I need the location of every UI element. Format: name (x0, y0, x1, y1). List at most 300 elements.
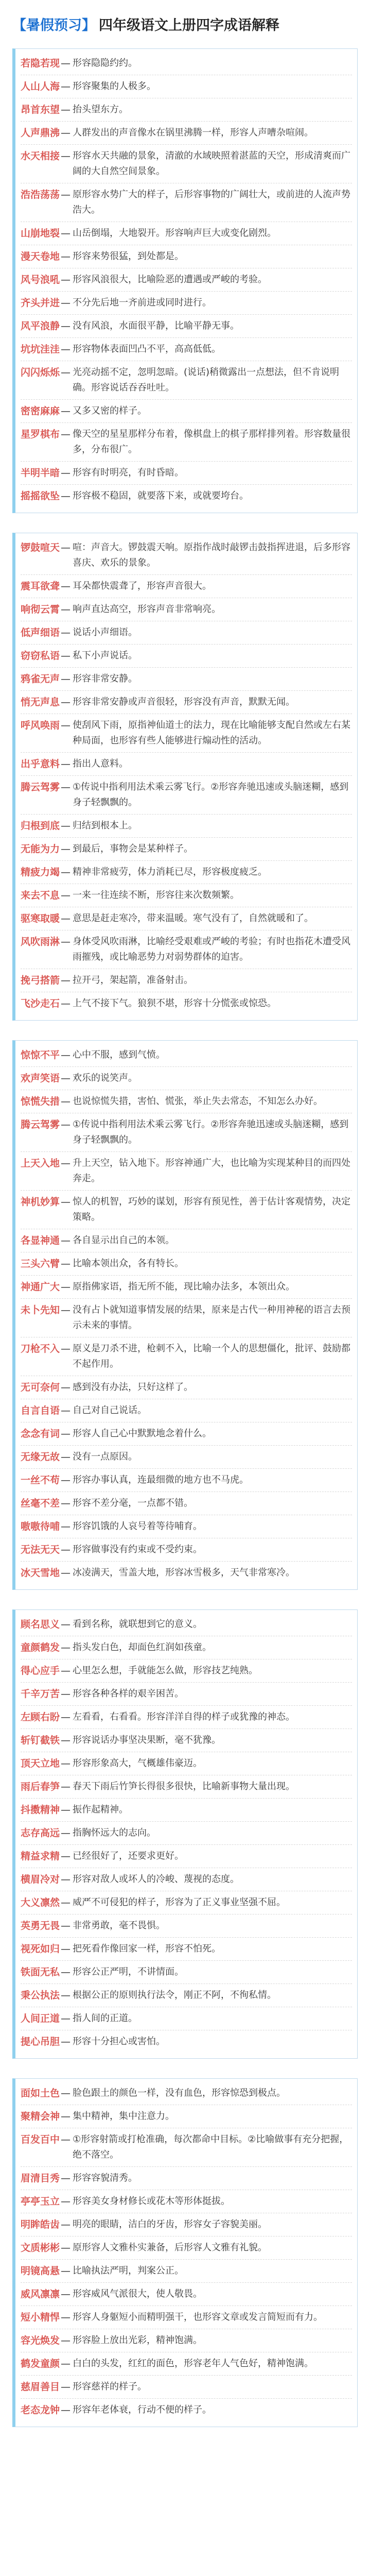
idiom-separator: — (61, 2312, 71, 2323)
idiom-separator: — (61, 467, 71, 479)
idiom-separator: — (61, 843, 71, 855)
idiom-separator: — (61, 1451, 71, 1463)
idiom-definition: 脸色跟土的颜色一样，没有血色，形容惊恐到极点。 (73, 2088, 286, 2098)
idiom-term: 半明半暗 (21, 467, 60, 479)
idiom-term: 密密麻麻 (21, 405, 60, 417)
idiom-separator: — (61, 2196, 71, 2207)
page (0, 10, 370, 2576)
idiom-definition: 指出人意料。 (73, 758, 129, 769)
idiom-definition: 私下小声说话。 (73, 650, 138, 661)
idiom-entry (21, 338, 352, 361)
idiom-entry (21, 907, 352, 930)
idiom-definition: 形容不差分毫，一点都不错。 (73, 1498, 193, 1509)
idiom-separator: — (61, 1688, 71, 1700)
idiom-definition: 形容形象高大，气概雄伟豪迈。 (73, 1758, 203, 1769)
idiom-definition: 看到名称，就联想到它的意义。 (73, 1619, 203, 1630)
idiom-definition: 形容各种各样的艰辛困苦。 (73, 1688, 184, 1699)
idiom-entry (21, 2105, 352, 2128)
idiom-entry (21, 1706, 352, 1729)
idiom-term: 腾云驾雾 (21, 782, 60, 793)
idiom-separator: — (61, 1235, 71, 1246)
idiom-term: 若隐若现 (21, 58, 60, 69)
idiom-definition: 形容脸上放出光彩，精神饱满。 (73, 2335, 203, 2346)
idiom-separator: — (61, 1343, 71, 1354)
idiom-separator: — (61, 1967, 71, 1978)
idiom-separator: — (61, 1642, 71, 1653)
idiom-entry (21, 1538, 352, 1562)
idiom-separator: — (61, 1544, 71, 1555)
idiom-definition: 冰凌满天，雪盖大地，形容冰雪极多，天气非常寒冷。 (73, 1567, 295, 1578)
idiom-entry (21, 2329, 352, 2352)
idiom-entry (21, 2128, 352, 2167)
idiom-definition: 像天空的星星那样分布着，像棋盘上的棋子那样排列着。形容数量很多，分布很广。 (73, 429, 351, 455)
idiom-definition: 没有一点原因。 (73, 1451, 138, 1462)
idiom-term: 英勇无畏 (21, 1920, 60, 1931)
idiom-term: 响彻云霄 (21, 604, 60, 615)
idiom-separator: — (61, 405, 71, 417)
idiom-entry (21, 861, 352, 884)
idiom-definition: 原指佛家语，指无所不能，现比喻办法多，本领出众。 (73, 1281, 295, 1292)
idiom-term: 老态龙钟 (21, 2404, 60, 2416)
idiom-separator: — (61, 58, 71, 69)
idiom-term: 呼风唤雨 (21, 720, 60, 731)
idiom-definition: 上气不接下气。狼狈不堪，形容十分慌张或惊恐。 (73, 998, 277, 1009)
idiom-term: 三头六臂 (21, 1258, 60, 1269)
idiom-definition: 惊人的机智，巧妙的谋划，形容有预见性，善于估计客观情势，决定策略。 (73, 1196, 351, 1223)
idiom-definition: 指人间的正道。 (73, 2013, 138, 2024)
title-text: 四年级语文上册四字成语解释 (99, 17, 279, 33)
idiom-separator: — (61, 1920, 71, 1931)
idiom-entry (21, 1845, 352, 1868)
idiom-entry (21, 2399, 352, 2421)
idiom-separator: — (61, 1073, 71, 1084)
idiom-definition: 形容极不稳固，就要落下来，或就要垮台。 (73, 490, 249, 501)
idiom-definition: 形容慈祥的样子。 (73, 2381, 147, 2392)
idiom-entry (21, 292, 352, 315)
idiom-entry (21, 668, 352, 691)
idiom-separator: — (61, 627, 71, 638)
idiom-entry (21, 1984, 352, 2007)
idiom-entry (21, 992, 352, 1015)
idiom-separator: — (61, 890, 71, 901)
idiom-term: 窃窃私语 (21, 650, 60, 662)
idiom-entry (21, 838, 352, 861)
idiom-separator: — (61, 2173, 71, 2184)
idiom-entry (21, 1191, 352, 1229)
idiom-separator: — (61, 673, 71, 685)
idiom-term: 人间正道 (21, 2013, 60, 2024)
idiom-term: 志存高远 (21, 1827, 60, 1839)
idiom-separator: — (61, 758, 71, 770)
idiom-definition: 形容办事认真，连最细微的地方也不马虎。 (73, 1475, 249, 1485)
idiom-term: 未卜先知 (21, 1304, 60, 1316)
idiom-term: 震耳欲聋 (21, 581, 60, 592)
idiom-definition: 感到没有办法，只好这样了。 (73, 1382, 193, 1393)
idiom-definition: 精神非常疲劳，体力消耗已尽，形容极度疲乏。 (73, 867, 268, 877)
idiom-separator: — (61, 1405, 71, 1416)
idiom-separator: — (61, 1735, 71, 1746)
idiom-definition: 形容人自己心中默默地念着什么。 (73, 1428, 212, 1439)
idiom-separator: — (61, 650, 71, 662)
idiom-separator: — (61, 1897, 71, 1908)
idiom-term: 冰天雪地 (21, 1567, 60, 1579)
idiom-separator: — (61, 2404, 71, 2416)
idiom-entry (21, 575, 352, 598)
idiom-separator: — (61, 1851, 71, 1862)
idiom-term: 欢声笑语 (21, 1073, 60, 1084)
idiom-separator: — (61, 542, 71, 553)
idiom-section (12, 1609, 358, 2059)
idiom-entry (21, 1252, 352, 1276)
idiom-separator: — (61, 998, 71, 1009)
idiom-separator: — (61, 581, 71, 592)
idiom-separator: — (61, 1475, 71, 1486)
idiom-entry (21, 1613, 352, 1636)
idiom-term: 昂首东望 (21, 104, 60, 115)
idiom-entry (21, 1446, 352, 1469)
idiom-entry (21, 1659, 352, 1683)
idiom-entry (21, 122, 352, 145)
idiom-separator: — (61, 1196, 71, 1208)
idiom-definition: 形容物体表面凹凸不平，高高低低。 (73, 344, 221, 354)
idiom-definition: 又多又密的样子。 (73, 405, 147, 416)
idiom-separator: — (61, 2381, 71, 2393)
idiom-section (12, 1040, 358, 1590)
idiom-separator: — (61, 782, 71, 793)
idiom-entry (21, 1914, 352, 1938)
idiom-separator: — (61, 81, 71, 92)
idiom-term: 精益求精 (21, 1851, 60, 1862)
idiom-definition: 形容人身躯短小而精明强干，也形容文章或发言简短而有力。 (73, 2312, 323, 2323)
idiom-definition: 自己对自己说话。 (73, 1405, 147, 1416)
idiom-separator: — (61, 1619, 71, 1630)
idiom-separator: — (61, 2219, 71, 2230)
idiom-term: 刀枪不入 (21, 1343, 60, 1354)
idiom-definition: 比喻执法严明，判案公正。 (73, 2265, 184, 2276)
idiom-separator: — (61, 1304, 71, 1316)
idiom-entry (21, 2376, 352, 2399)
idiom-definition: 已经很好了，还要求更好。 (73, 1851, 184, 1861)
idiom-term: 风平浪静 (21, 320, 60, 332)
idiom-definition: 根据公正的原则执行法令，刚正不阿，不徇私情。 (73, 1990, 277, 2001)
idiom-definition: 响声直达高空，形容声音非常响亮。 (73, 604, 221, 615)
idiom-definition: 形容聚集的人极多。 (73, 81, 156, 92)
idiom-entry (21, 2260, 352, 2283)
idiom-definition: 明亮的眼睛，洁白的牙齿，形容女子容貌美丽。 (73, 2219, 268, 2230)
idiom-term: 得心应手 (21, 1665, 60, 1676)
idiom-entry (21, 1822, 352, 1845)
idiom-term: 坑坑洼洼 (21, 344, 60, 355)
idiom-separator: — (61, 150, 71, 162)
idiom-definition: 形容做事没有约束或不受约束。 (73, 1544, 203, 1555)
idiom-separator: — (61, 1521, 71, 1532)
idiom-entry (21, 1152, 352, 1191)
idiom-definition: 形容美女身材修长或花木等形体挺拔。 (73, 2196, 231, 2207)
idiom-entry (21, 485, 352, 507)
idiom-entry (21, 2306, 352, 2329)
idiom-separator: — (61, 274, 71, 285)
idiom-definition: 原形容人文雅朴实兼备，后形容人文雅有礼貌。 (73, 2242, 268, 2253)
idiom-entry (21, 1422, 352, 1446)
idiom-separator: — (61, 2111, 71, 2122)
idiom-term: 惊慌失措 (21, 1096, 60, 1107)
idiom-definition: 形容来势很猛，到处都是。 (73, 251, 184, 262)
idiom-entry (21, 1775, 352, 1799)
idiom-definition: 形容容貌清秀。 (73, 2173, 138, 2183)
idiom-entry (21, 536, 352, 575)
idiom-term: 山崩地裂 (21, 228, 60, 239)
idiom-definition: 意思是赶走寒冷，带来温暖。寒气没有了，自然就暖和了。 (73, 913, 314, 924)
idiom-term: 嗷嗷待哺 (21, 1521, 60, 1532)
idiom-definition: 形容公正严明，不讲情面。 (73, 1967, 184, 1977)
idiom-separator: — (61, 720, 71, 731)
idiom-definition: 升上天空，钻入地下。形容神通广大，也比喻为实现某种目的而四处奔走。 (73, 1158, 351, 1184)
idiom-separator: — (61, 1119, 71, 1130)
idiom-separator: — (61, 2242, 71, 2253)
page-title (12, 10, 358, 37)
idiom-entry (21, 930, 352, 969)
idiom-definition: 把死看作像回家一样，形容不怕死。 (73, 1943, 221, 1954)
idiom-entry (21, 1399, 352, 1422)
idiom-term: 鹤发童颜 (21, 2358, 60, 2369)
idiom-definition: 指头发白色，却面色红润如孩童。 (73, 1642, 212, 1653)
idiom-term: 提心吊胆 (21, 2036, 60, 2047)
idiom-entry (21, 1276, 352, 1299)
idiom-term: 聚精会神 (21, 2111, 60, 2122)
idiom-entry (21, 1229, 352, 1252)
idiom-entry (21, 1961, 352, 1984)
idiom-definition: 形容威风气派很大，使人敬畏。 (73, 2289, 203, 2299)
idiom-definition: 指胸怀远大的志向。 (73, 1827, 156, 1838)
idiom-term: 漫天卷地 (21, 251, 60, 262)
idiom-separator: — (61, 2036, 71, 2047)
idiom-separator: — (61, 1665, 71, 1676)
idiom-term: 齐头并进 (21, 297, 60, 309)
idiom-term: 低声细语 (21, 627, 60, 638)
idiom-definition: 使刮风下雨，原指神仙道士的法力，现在比喻能够支配自然或左右某种局面，也形容有些人能够进行煽动性的活动。 (73, 720, 351, 746)
idiom-separator: — (61, 429, 71, 440)
idiom-term: 明眸皓齿 (21, 2219, 60, 2230)
idiom-definition: 振作起精神。 (73, 1804, 129, 1815)
title-close-bracket: 】 (82, 17, 96, 33)
idiom-separator: — (61, 975, 71, 986)
idiom-entry (21, 361, 352, 400)
idiom-term: 飞沙走石 (21, 998, 60, 1009)
idiom-separator: — (61, 1428, 71, 1439)
idiom-term: 精疲力竭 (21, 867, 60, 878)
idiom-term: 神机妙算 (21, 1196, 60, 1208)
idiom-definition: 心里怎么想，手就能怎么做，形容技艺纯熟。 (73, 1665, 258, 1676)
idiom-term: 横眉冷对 (21, 1874, 60, 1885)
idiom-entry (21, 2283, 352, 2306)
idiom-definition: 形容非常安静。 (73, 673, 138, 684)
idiom-definition: 耳朵都快震聋了，形容声音很大。 (73, 581, 212, 591)
idiom-separator: — (61, 697, 71, 708)
idiom-term: 千辛万苦 (21, 1688, 60, 1700)
idiom-definition: 不分先后地一齐前进或同时进行。 (73, 297, 212, 308)
idiom-entry (21, 462, 352, 485)
idiom-term: 童颜鹤发 (21, 1642, 60, 1653)
idiom-definition: 喧：声音大。锣鼓震天响。原指作战时敲锣击鼓指挥进退，后多形容喜庆、欢乐的景象。 (73, 542, 351, 568)
idiom-term: 归根到底 (21, 820, 60, 832)
idiom-separator: — (61, 820, 71, 832)
idiom-section (12, 2078, 358, 2427)
idiom-definition: 比喻本领出众，各有特长。 (73, 1258, 184, 1269)
idiom-term: 眉清目秀 (21, 2173, 60, 2184)
idiom-section (12, 533, 358, 1021)
idiom-definition: 身体受风吹雨淋，比喻经受艰难或严峻的考验；有时也指花木遭受风雨摧残，或比喻恶势力对弱势群体的迫害。 (73, 936, 351, 962)
idiom-term: 星罗棋布 (21, 429, 60, 440)
idiom-separator: — (61, 344, 71, 355)
idiom-separator: — (61, 228, 71, 239)
idiom-entry (21, 1044, 352, 1067)
idiom-term: 斩钉截铁 (21, 1735, 60, 1746)
idiom-definition: 原义是刀杀不进，枪刺不入，比喻一个人的思想僵化，批评、鼓励都不起作用。 (73, 1343, 351, 1369)
idiom-term: 文质彬彬 (21, 2242, 60, 2253)
idiom-definition: 心中不服，感到气愤。 (73, 1049, 166, 1060)
idiom-separator: — (61, 104, 71, 115)
idiom-separator: — (61, 1943, 71, 1955)
idiom-term: 悄无声息 (21, 697, 60, 708)
idiom-term: 出乎意料 (21, 758, 60, 770)
idiom-entry (21, 776, 352, 815)
idiom-entry (21, 621, 352, 645)
idiom-entry (21, 1337, 352, 1376)
idiom-separator: — (61, 936, 71, 947)
idiom-separator: — (61, 2289, 71, 2300)
idiom-entry (21, 1683, 352, 1706)
idiom-term: 念念有词 (21, 1428, 60, 1439)
idiom-definition: 形容对敌人或坏人的冷峻、蔑视的态度。 (73, 1874, 240, 1885)
idiom-separator: — (61, 1874, 71, 1885)
idiom-definition: 形容非常安静或声音很轻，形容没有声音，默默无闻。 (73, 697, 295, 707)
idiom-entry (21, 1492, 352, 1515)
idiom-definition: 没有风浪，水面很平静，比喻平静无事。 (73, 320, 240, 331)
idiom-entry (21, 1636, 352, 1659)
idiom-entry (21, 1113, 352, 1152)
idiom-separator: — (61, 1758, 71, 1769)
idiom-term: 锣鼓喧天 (21, 542, 60, 553)
idiom-term: 威风凛凛 (21, 2289, 60, 2300)
idiom-definition: 说话小声细语。 (73, 627, 138, 638)
idiom-definition: 光亮动摇不定，忽明忽暗。(说话)稍微露出一点想法，但不肯说明确。形容说话吞吞吐吐。 (73, 367, 340, 393)
idiom-term: 浩浩荡荡 (21, 189, 60, 200)
idiom-term: 慈眉善目 (21, 2381, 60, 2393)
idiom-term: 风吹雨淋 (21, 936, 60, 947)
idiom-entry (21, 1090, 352, 1113)
idiom-definition: 白白的头发，红红的面色，形容老年人气色好，精神饱满。 (73, 2358, 314, 2369)
idiom-definition: 形容说话办事坚决果断，毫不犹豫。 (73, 1735, 221, 1745)
idiom-separator: — (61, 2358, 71, 2369)
idiom-entry (21, 2082, 352, 2105)
idiom-entry (21, 315, 352, 338)
idiom-entry (21, 2352, 352, 2376)
idiom-term: 无能为力 (21, 843, 60, 855)
idiom-term: 人山人海 (21, 81, 60, 92)
idiom-term: 无法无天 (21, 1544, 60, 1555)
idiom-term: 左顾右盼 (21, 1711, 60, 1723)
idiom-separator: — (61, 867, 71, 878)
idiom-term: 抖擞精神 (21, 1804, 60, 1816)
idiom-entry (21, 52, 352, 75)
idiom-entry (21, 98, 352, 122)
idiom-separator: — (61, 2335, 71, 2346)
idiom-term: 风号浪吼 (21, 274, 60, 285)
idiom-sections (12, 48, 358, 2427)
idiom-separator: — (61, 2013, 71, 2024)
idiom-separator: — (61, 1804, 71, 1816)
idiom-separator: — (61, 2088, 71, 2099)
idiom-separator: — (61, 127, 71, 139)
idiom-entry (21, 1299, 352, 1337)
idiom-entry (21, 1799, 352, 1822)
idiom-definition: 形容饥饿的人哀号着等待哺育。 (73, 1521, 203, 1532)
idiom-separator: — (61, 1827, 71, 1839)
idiom-definition: 一来一往连续不断，形容往来次数频繁。 (73, 890, 240, 901)
idiom-entry (21, 1469, 352, 1492)
idiom-separator: — (61, 1096, 71, 1107)
idiom-term: 视死如归 (21, 1943, 60, 1955)
idiom-entry (21, 2236, 352, 2260)
idiom-entry (21, 2007, 352, 2030)
idiom-separator: — (61, 1258, 71, 1269)
idiom-definition: 形容隐隐约约。 (73, 58, 138, 69)
idiom-entry (21, 222, 352, 245)
idiom-definition: 没有占卜就知道事情发展的结果，原来是古代一种用神秘的语言去预示未来的事情。 (73, 1304, 351, 1331)
idiom-term: 自言自语 (21, 1405, 60, 1416)
idiom-term: 短小精悍 (21, 2312, 60, 2323)
idiom-term: 驱寒取暖 (21, 913, 60, 924)
idiom-definition: ①传说中指利用法术乘云雾飞行。②形容奔驰迅速或头脑迷糊，感到身子轻飘飘的。 (73, 782, 349, 808)
idiom-definition: 归结到根本上。 (73, 820, 138, 831)
idiom-entry (21, 753, 352, 776)
idiom-term: 顶天立地 (21, 1758, 60, 1769)
idiom-definition: 集中精神，集中注意力。 (73, 2111, 175, 2122)
idiom-separator: — (61, 1382, 71, 1393)
idiom-entry (21, 75, 352, 98)
idiom-entry (21, 400, 352, 423)
idiom-separator: — (61, 1049, 71, 1061)
idiom-entry (21, 1729, 352, 1752)
idiom-definition: 到最后，事物会是某种样子。 (73, 843, 193, 854)
idiom-entry (21, 1752, 352, 1775)
idiom-entry (21, 145, 352, 183)
idiom-term: 人声鼎沸 (21, 127, 60, 139)
title-open-bracket: 【 (12, 17, 26, 33)
idiom-term: 无可奈何 (21, 1382, 60, 1393)
idiom-term: 顾名思义 (21, 1619, 60, 1630)
title-tag: 暑假预习 (26, 17, 82, 33)
idiom-term: 摇摇欲坠 (21, 490, 60, 502)
idiom-separator: — (61, 367, 71, 378)
idiom-entry (21, 645, 352, 668)
idiom-separator: — (61, 2265, 71, 2277)
idiom-term: 面如土色 (21, 2088, 60, 2099)
idiom-term: 明镜高悬 (21, 2265, 60, 2277)
idiom-separator: — (61, 1781, 71, 1792)
idiom-definition: 各自显示出自己的本领。 (73, 1235, 175, 1246)
idiom-term: 鸦雀无声 (21, 673, 60, 685)
idiom-definition: 形容水天共融的景象，清澈的水域映照着湛蓝的天空，形成清爽而广阔的大自然空间景象。 (73, 150, 351, 177)
idiom-term: 神通广大 (21, 1281, 60, 1293)
idiom-term: 来去不息 (21, 890, 60, 901)
idiom-term: 惊惊不平 (21, 1049, 60, 1061)
idiom-entry (21, 1376, 352, 1399)
idiom-entry (21, 691, 352, 714)
idiom-definition: 也说惊慌失措，害怕、慌张，举止失去常态，不知怎么办好。 (73, 1096, 323, 1107)
idiom-definition: 形容年老体衰，行动不便的样子。 (73, 2404, 212, 2415)
idiom-definition: 原形容水势广大的样子，后形容事物的广阔壮大，或前进的人流声势浩大。 (73, 189, 351, 215)
